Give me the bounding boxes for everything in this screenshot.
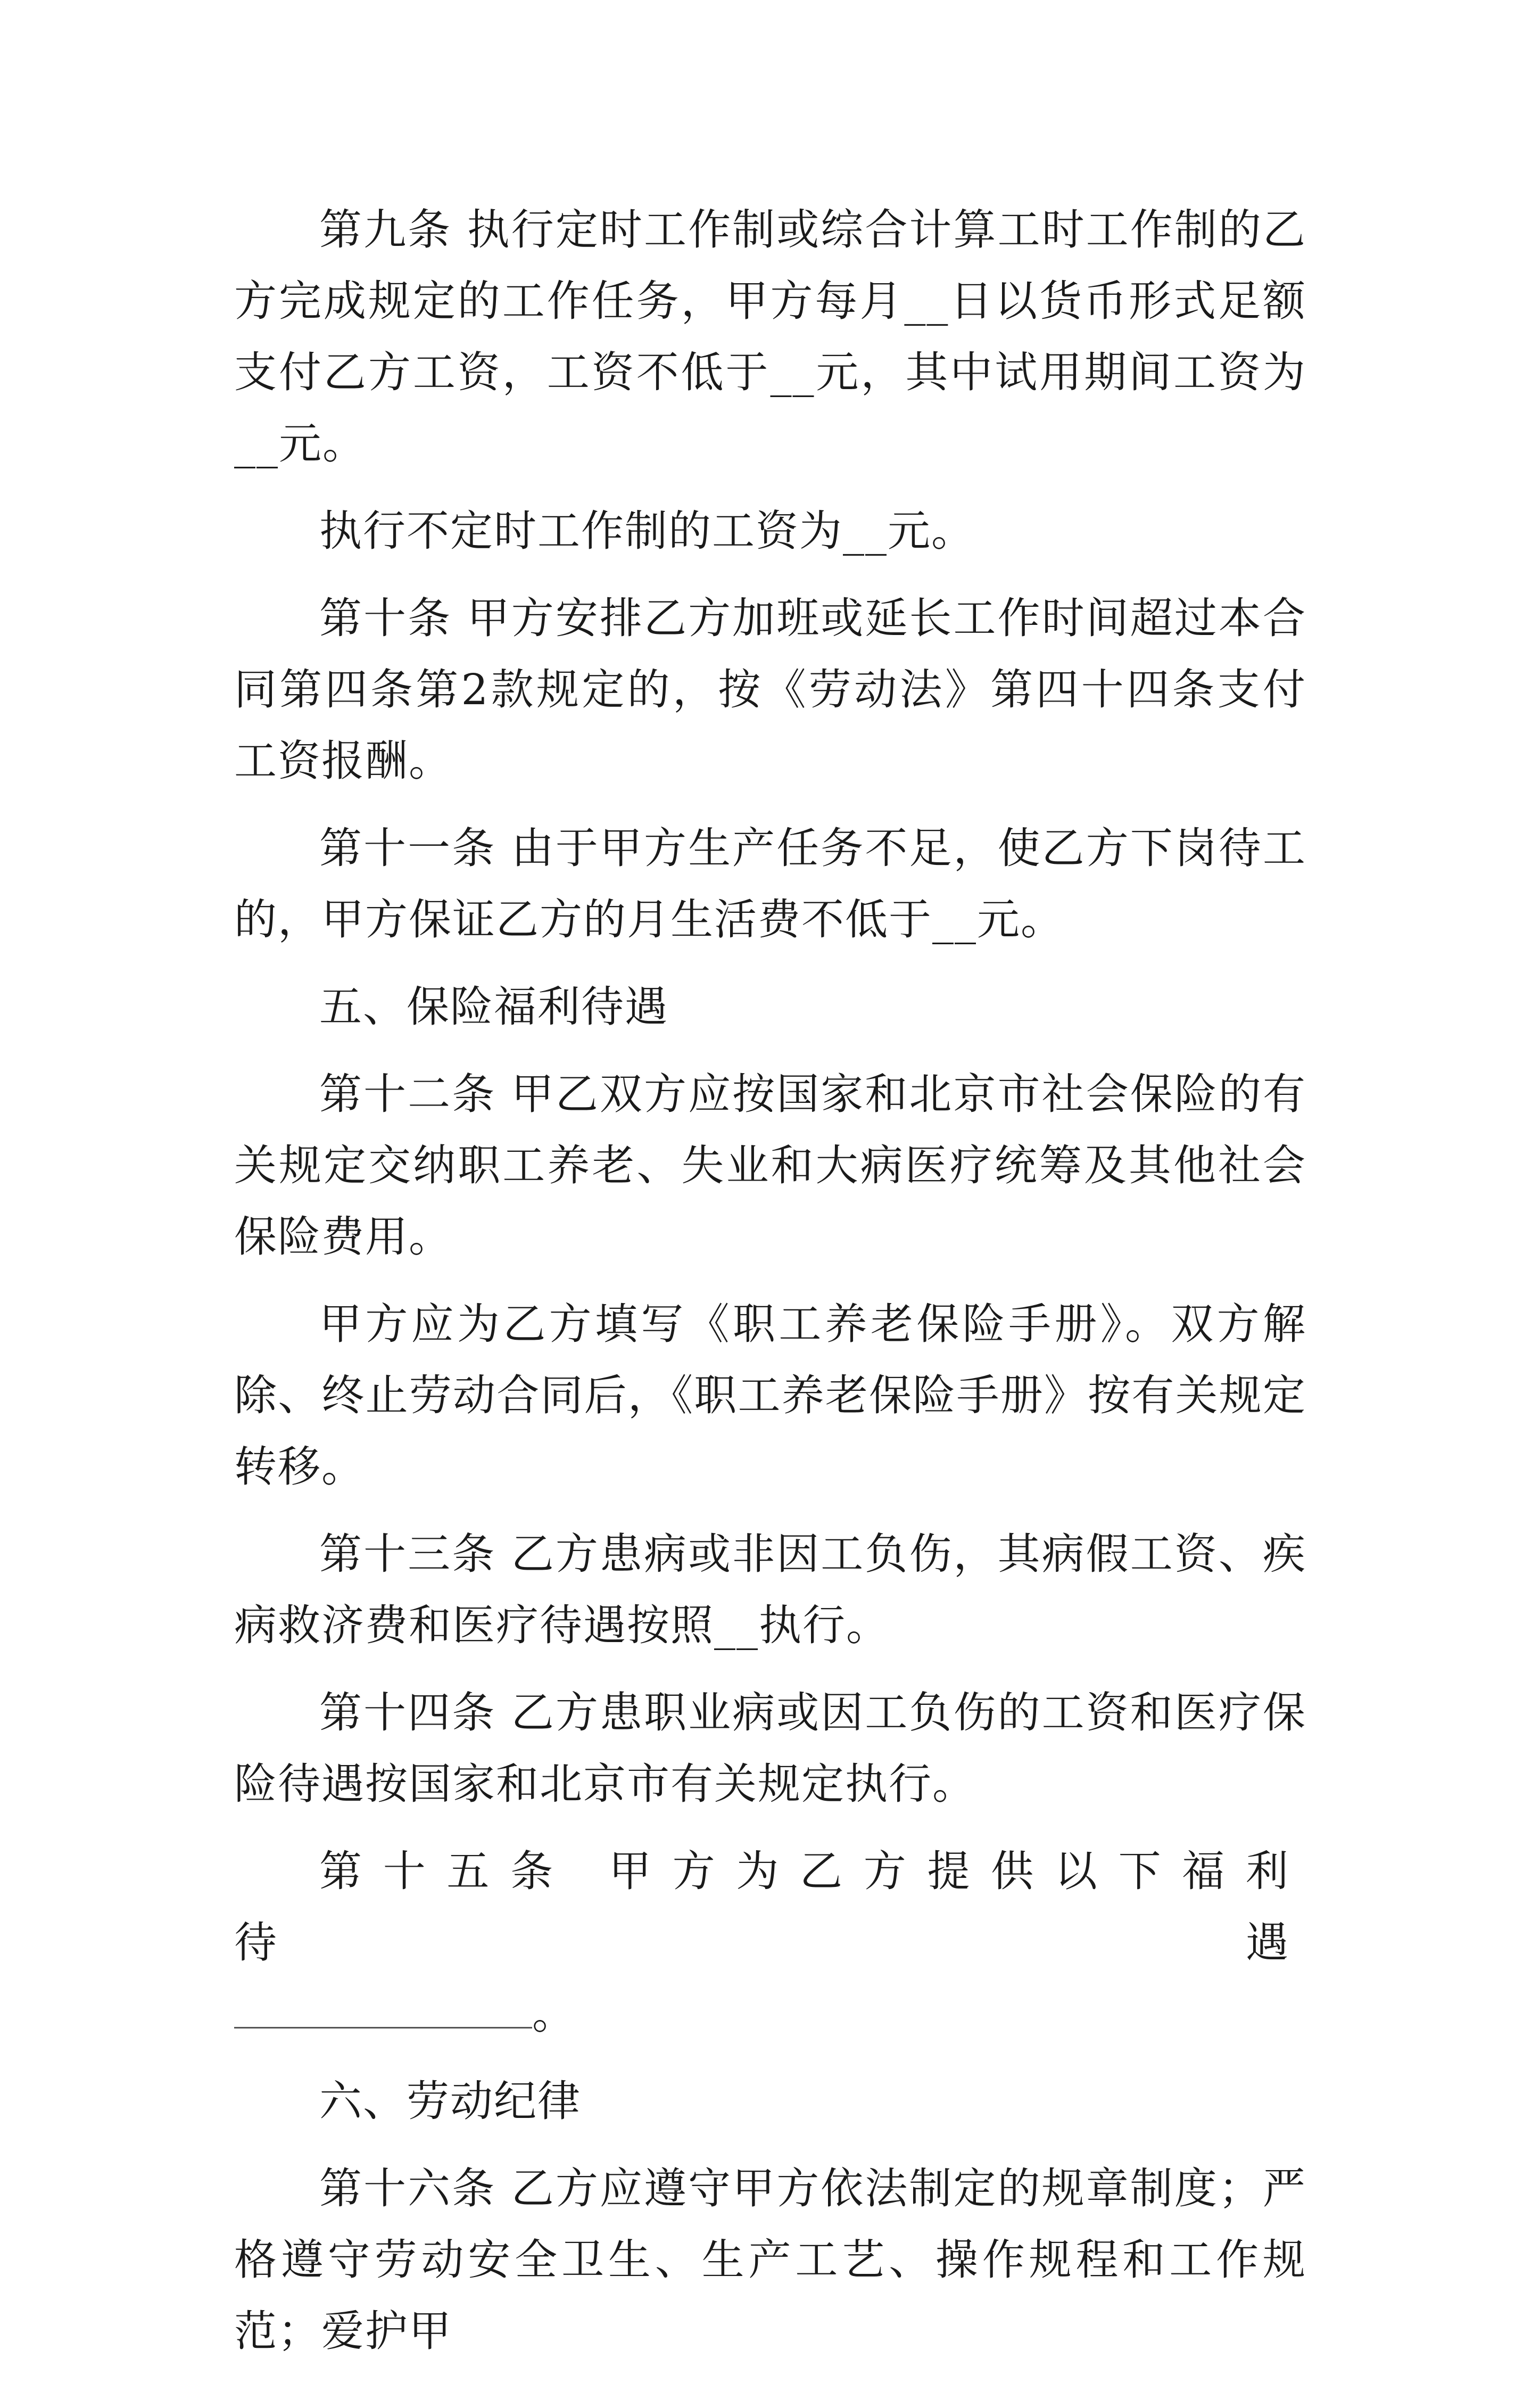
document-body — [234, 194, 1306, 2383]
article-12-supplement: 甲方应为乙方填写《职工养老保险手册》。双方解除、终止劳动合同后，《职工养老保险手册》按有关规定转移。 — [234, 1299, 1306, 1491]
article-15-blank — [234, 1978, 1306, 2050]
article-9-supplement: 执行不定时工作制的工资为__元。 — [319, 506, 975, 556]
article-14: 第十四条 乙方患职业病或因工负伤的工资和医疗保险待遇按国家和北京市有关规定执行。 — [234, 1688, 1306, 1809]
article-10: 第十条 甲方安排乙方加班或延长工作时间超过本合同第四条第2款规定的，按《劳动法》第四十四条支付工资报酬。 — [234, 593, 1306, 786]
fill-in-blank — [234, 1995, 532, 2029]
article-15-tail: 。 — [532, 1989, 576, 2039]
article-12: 第十二条 甲乙双方应按国家和北京市社会保险的有关规定交纳职工养老、失业和大病医疗统筹及其他社会保险费用。 — [234, 1069, 1306, 1261]
article-16: 第十六条 乙方应遵守甲方依法制定的规章制度；严格遵守劳动安全卫生、生产工艺、操作规程和工作规范；爱护甲 — [234, 2164, 1306, 2356]
section-6-heading: 六、劳动纪律 — [319, 2076, 581, 2126]
article-15: 第十五条 甲方为乙方提供以下福利待遇 — [234, 1846, 1306, 1967]
section-5-heading: 五、保险福利待遇 — [319, 982, 668, 1032]
article-9: 第九条 执行定时工作制或综合计算工时工作制的乙方完成规定的工作任务，甲方每月__日以货币形式足额支付乙方工资，工资不低于__元，其中试用期间工资为__元。 — [234, 205, 1306, 468]
article-11: 第十一条 由于甲方生产任务不足，使乙方下岗待工的，甲方保证乙方的月生活费不低于__元。 — [234, 823, 1306, 944]
article-13: 第十三条 乙方患病或非因工负伤，其病假工资、疾病救济费和医疗待遇按照__执行。 — [234, 1529, 1306, 1650]
